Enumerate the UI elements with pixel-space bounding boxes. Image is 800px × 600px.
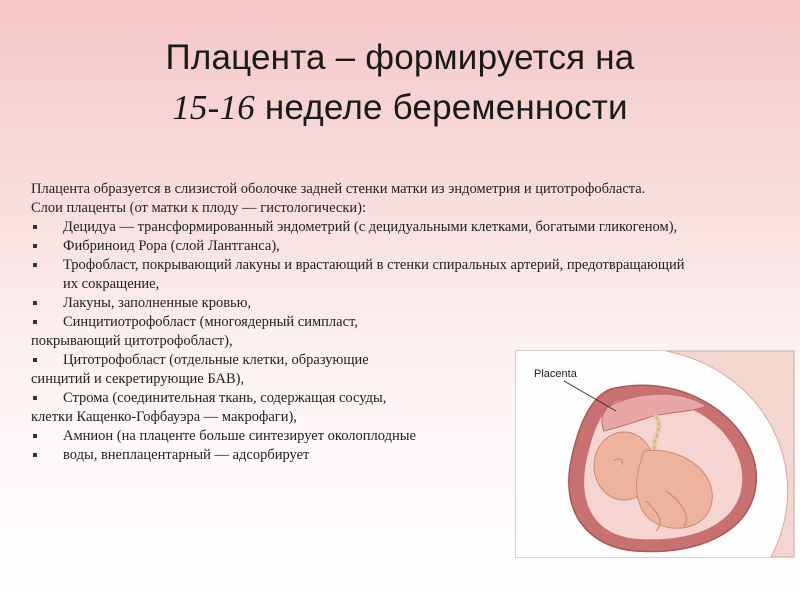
title-line-2 (0, 84, 800, 132)
list-item-continuation: покрывающий цитотрофобласт), (31, 333, 233, 349)
placenta-illustration (515, 350, 795, 558)
list-item-text: Децидуа — трансформированный эндометрий (с децидуальными клетками, богатыми гликогеном), (63, 219, 678, 235)
list-item-text: Лакуны, заполненные кровью, (63, 295, 252, 311)
title-line-2-text: неделе беременности (254, 88, 628, 127)
list-item-text: Строма (соединительная ткань, содержащая сосуды, (63, 390, 387, 406)
intro-paragraph: Плацента образуется в слизистой оболочке задней стенки матки из эндометрия и цитотрофобласта. (31, 181, 646, 197)
title-line-1: Плацента – формируется на (165, 38, 635, 77)
list-item (31, 256, 691, 294)
list-item-text: Синцитиотрофобласт (многоядерный симпласт, (63, 314, 358, 330)
list-item-text: Цитотрофобласт (отдельные клетки, образующие (63, 352, 369, 368)
slide-title (0, 34, 800, 132)
layers-list (31, 218, 691, 313)
bullet-icon (33, 453, 37, 457)
bullet-icon (33, 301, 37, 305)
bullet-icon (33, 244, 37, 248)
layers-heading: Слои плаценты (от матки к плоду — гистологически): (31, 200, 366, 216)
bullet-icon (33, 396, 37, 400)
placenta-diagram (516, 351, 794, 557)
list-item-text: воды, внеплацентарный — адсорбирует (63, 447, 310, 463)
list-item (31, 237, 691, 256)
bullet-icon (33, 358, 37, 362)
list-item-text: Амнион (на плаценте больше синтезирует околоплодные (63, 428, 416, 444)
list-item (31, 294, 691, 313)
list-item (31, 218, 691, 237)
bullet-icon (33, 225, 37, 229)
list-item-text: Трофобласт, покрывающий лакуны и врастающий в стенки спиральных артерий, предотвращающий их сокращение, (63, 257, 685, 292)
bullet-icon (33, 434, 37, 438)
list-item-continuation: синцитий и секретирующие БАВ), (31, 371, 245, 387)
list-item-continuation: клетки Кащенко-Гофбауэра — макрофаги), (31, 409, 297, 425)
list-item-text: Фибриноид Рора (слой Лантганса), (63, 238, 280, 254)
list-item (31, 313, 691, 332)
title-week-number: 15-16 (172, 88, 255, 127)
placenta-label: Placenta (534, 368, 577, 380)
bullet-icon (33, 263, 37, 267)
bullet-icon (33, 320, 37, 324)
